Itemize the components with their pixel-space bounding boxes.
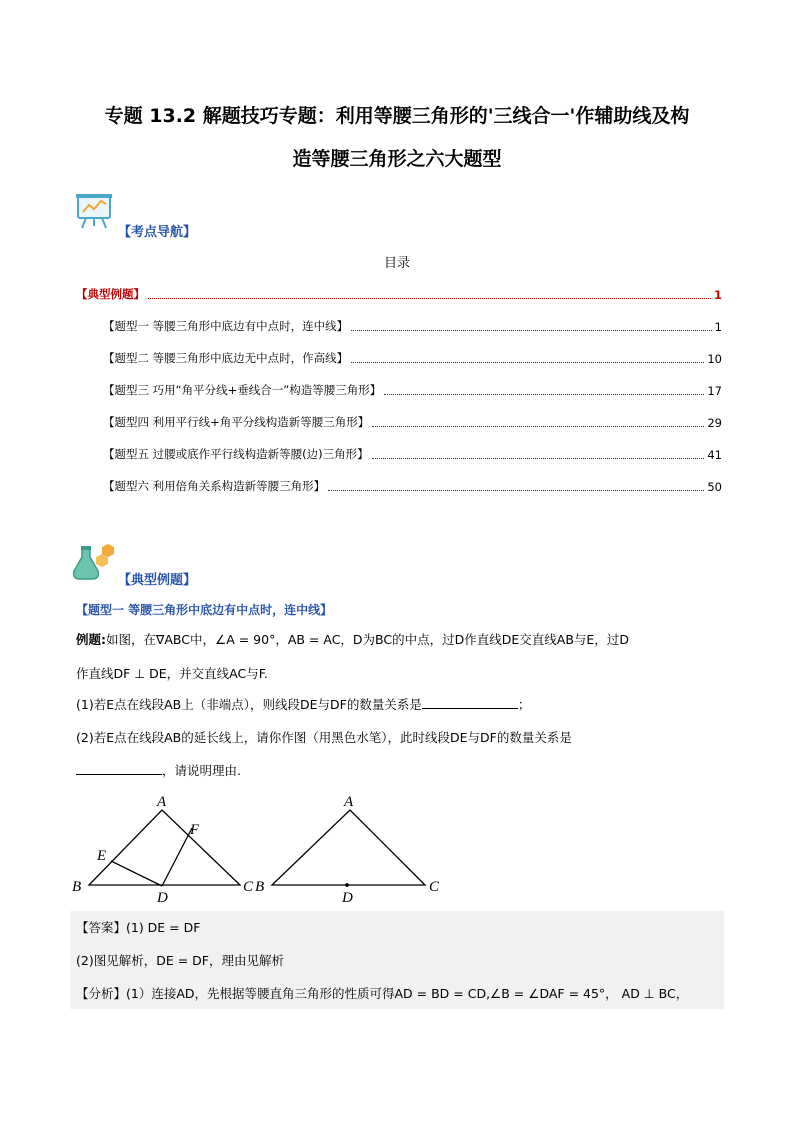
toc-item[interactable] [103, 318, 722, 334]
toc-leader-dots [351, 330, 712, 331]
question-2-end: ，请说明理由. [162, 763, 241, 778]
toc-leader-dots [372, 426, 704, 427]
label-d-right: D [342, 890, 353, 906]
toc-item[interactable] [103, 414, 722, 430]
toc-item-page: 50 [707, 480, 722, 494]
flask-icon [72, 543, 116, 583]
toc-item-page: 41 [707, 448, 722, 462]
toc-item[interactable] [103, 446, 722, 462]
label-e: E [97, 848, 107, 864]
question-1 [76, 696, 530, 714]
question-2: (2)若E点在线段AB的延长线上，请你作图（用黑色水笔），此时线段DE与DF的数量关系是 [76, 730, 572, 745]
left-triangle-figure [89, 810, 240, 886]
example-statement-1: 如图，在∇ABC中，∠A = 90°，AB = AC，D为BC的中点，过D作直线DE交直线AB与E，过D [106, 632, 629, 647]
toc-item-label: 【题型四 利用平行线+角平分线构造新等腰三角形】 [103, 415, 370, 429]
toc-item-page: 29 [707, 416, 722, 430]
geometry-figures [0, 790, 794, 920]
examples-section-label: 【典型例题】 [118, 573, 197, 588]
midpoint-d-dot [346, 884, 348, 886]
toc-item-label: 【题型五 过腰或底作平行线构造新等腰(边)三角形】 [103, 447, 369, 461]
question-1-text: (1)若E点在线段AB上（非端点），则线段DE与DF的数量关系是 [76, 697, 422, 712]
toc-item-page: 17 [707, 384, 722, 398]
toc-item-label: 【题型一 等腰三角形中底边有中点时，连中线】 [103, 319, 349, 333]
example-line-2: 作直线DF ⊥ DE，并交直线AC与F. [76, 666, 268, 681]
label-f: F [190, 822, 200, 838]
toc-main-entry[interactable] [76, 286, 722, 302]
presentation-board-icon [74, 190, 116, 232]
toc-item-label: 【题型三 巧用“角平分线+垂线合一”构造等腰三角形】 [103, 383, 382, 397]
toc-leader-dots [328, 490, 704, 491]
toc-item[interactable] [103, 350, 722, 366]
toc-item[interactable] [103, 478, 722, 494]
segment-df [162, 828, 192, 886]
right-triangle-figure [272, 810, 425, 886]
toc-leader-dots [351, 362, 704, 363]
answer-blank-2[interactable] [76, 762, 162, 775]
toc-main-page: 1 [713, 288, 722, 302]
toc-title: 目录 [383, 256, 410, 271]
toc-leader-dots [372, 458, 705, 459]
toc-item-label: 【题型二 等腰三角形中底边无中点时，作高线】 [103, 351, 349, 365]
label-c-left: C [243, 879, 254, 895]
document-title-line-2: 造等腰三角形之六大题型 [292, 148, 502, 170]
question-1-end: ； [517, 697, 531, 712]
example-prefix: 例题: [76, 632, 106, 647]
toc-item[interactable] [103, 382, 722, 398]
question-type-heading: 【题型一 等腰三角形中底边有中点时，连中线】 [76, 603, 333, 617]
toc-leader-dots [384, 394, 704, 395]
answer-line-2: (2)图见解析，DE = DF，理由见解析 [76, 953, 284, 968]
label-a-right: A [344, 794, 354, 810]
answer-line-1: 【答案】(1) DE = DF [76, 920, 201, 935]
toc-main-label: 【典型例题】 [76, 287, 145, 301]
label-a-left: A [157, 794, 167, 810]
triangle-abc-right [272, 810, 425, 885]
label-b-right: B [255, 879, 265, 895]
toc-item-label: 【题型六 利用倍角关系构造新等腰三角形】 [103, 479, 326, 493]
nav-section-label: 【考点导航】 [118, 225, 197, 240]
label-b-left: B [72, 879, 82, 895]
analysis-line-1: 【分析】(1）连接AD，先根据等腰直角三角形的性质可得AD = BD = CD,∠B = ∠DAF = 45°， AD ⊥ BC， [76, 986, 689, 1001]
label-d-left: D [157, 890, 168, 906]
answer-blank-1[interactable] [422, 696, 518, 709]
triangle-abc-left [89, 810, 240, 885]
example-line-1 [76, 631, 629, 649]
question-2-line-2 [76, 762, 241, 780]
document-title-line-1: 专题 13.2 解题技巧专题：利用等腰三角形的'三线合一'作辅助线及构 [104, 105, 690, 127]
toc-leader-dots [148, 298, 711, 299]
toc-item-page: 10 [707, 352, 722, 366]
toc-item-page: 1 [714, 320, 722, 334]
segment-de [111, 861, 162, 886]
label-c-right: C [429, 879, 440, 895]
